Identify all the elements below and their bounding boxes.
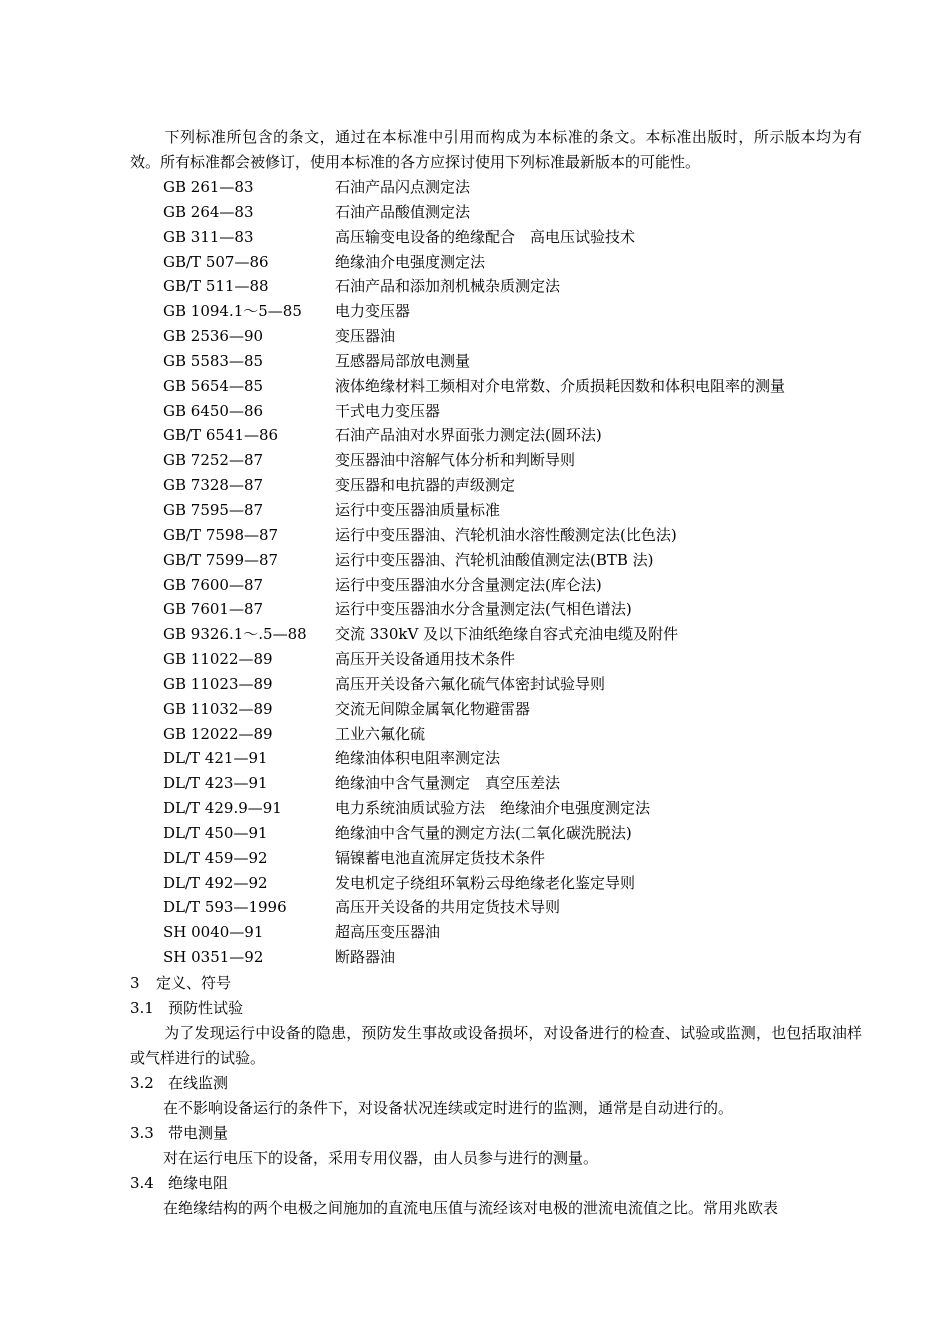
reference-title: 交流 330kV 及以下油纸绝缘自容式充油电缆及附件 xyxy=(335,625,679,644)
reference-code: GB/T 507—86 xyxy=(163,252,269,271)
reference-title: 运行中变压器油水分含量测定法(库仑法) xyxy=(335,575,602,594)
reference-code: GB 11022—89 xyxy=(163,650,273,669)
reference-code: DL/T 429.9—91 xyxy=(163,799,282,818)
reference-title: 高压开关设备的共用定货技术导则 xyxy=(335,898,561,917)
reference-title: 工业六氟化硫 xyxy=(335,724,426,743)
subsection-paragraph: 对在运行电压下的设备，采用专用仪器，由人员参与进行的测量。 xyxy=(163,1149,599,1167)
reference-code: GB 7601—87 xyxy=(163,600,264,619)
reference-title: 绝缘油中含气量的测定方法(二氧化碳洗脱法) xyxy=(335,823,632,842)
reference-title: 变压器油中溶解气体分析和判断导则 xyxy=(335,451,576,470)
subsection-title: 在线监测 xyxy=(168,1074,229,1092)
subsection-number: 3.1 xyxy=(130,999,154,1017)
reference-code: GB 9326.1～.5—88 xyxy=(163,625,307,644)
reference-code: GB 6450—86 xyxy=(163,401,264,420)
subsection-paragraph: 在绝缘结构的两个电极之间施加的直流电压值与流经该对电极的泄流电流值之比。常用兆欧表 xyxy=(163,1199,779,1217)
subsection-heading xyxy=(130,1171,228,1195)
reference-code: GB 1094.1～5—85 xyxy=(163,302,302,321)
reference-code: GB/T 6541—86 xyxy=(163,426,279,445)
reference-code: GB/T 7599—87 xyxy=(163,550,279,569)
section-heading xyxy=(130,971,231,995)
section-title: 定义、符号 xyxy=(156,974,232,992)
reference-code: GB 261—83 xyxy=(163,178,254,196)
section-number: 3 xyxy=(130,974,140,992)
reference-code: SH 0040—91 xyxy=(163,923,264,942)
reference-title: 变压器和电抗器的声级测定 xyxy=(335,476,516,495)
reference-code: GB 11023—89 xyxy=(163,674,273,693)
reference-title: 绝缘油体积电阻率测定法 xyxy=(335,749,501,768)
subsection-number: 3.4 xyxy=(130,1174,154,1192)
reference-code: GB 311—83 xyxy=(163,227,254,246)
reference-code: DL/T 459—92 xyxy=(163,848,268,867)
reference-code: SH 0351—92 xyxy=(163,948,264,967)
reference-code: DL/T 492—92 xyxy=(163,873,268,892)
reference-title: 运行中变压器油水分含量测定法(气相色谱法) xyxy=(335,600,632,619)
reference-title: 交流无间隙金属氧化物避雷器 xyxy=(335,699,531,718)
reference-code: GB/T 511—88 xyxy=(163,277,269,296)
reference-title: 石油产品闪点测定法 xyxy=(335,178,471,196)
reference-code: GB 5654—85 xyxy=(163,376,264,395)
reference-code: DL/T 450—91 xyxy=(163,823,268,842)
reference-code: GB 7252—87 xyxy=(163,451,264,470)
reference-title: 绝缘油介电强度测定法 xyxy=(335,252,486,271)
subsection-title: 绝缘电阻 xyxy=(168,1174,229,1192)
reference-title: 石油产品和添加剂机械杂质测定法 xyxy=(335,277,561,296)
subsection-number: 3.2 xyxy=(130,1074,154,1092)
reference-title: 互感器局部放电测量 xyxy=(335,351,471,370)
reference-title: 高压开关设备通用技术条件 xyxy=(335,650,516,669)
reference-code: GB 5583—85 xyxy=(163,351,264,370)
subsection-paragraph xyxy=(130,1021,862,1071)
reference-code: DL/T 421—91 xyxy=(163,749,268,768)
reference-code: DL/T 423—91 xyxy=(163,774,268,793)
reference-code: GB/T 7598—87 xyxy=(163,525,279,544)
reference-title: 运行中变压器油、汽轮机油酸值测定法(BTB 法) xyxy=(335,550,654,569)
reference-title: 运行中变压器油、汽轮机油水溶性酸测定法(比色法) xyxy=(335,525,677,544)
reference-title: 石油产品油对水界面张力测定法(圆环法) xyxy=(335,426,602,445)
reference-title: 电力变压器 xyxy=(335,302,411,321)
reference-title: 超高压变压器油 xyxy=(335,923,441,942)
intro-paragraph xyxy=(130,125,862,175)
reference-title: 镉镍蓄电池直流屏定货技术条件 xyxy=(335,848,546,867)
reference-title: 石油产品酸值测定法 xyxy=(335,202,471,221)
subsection-title: 预防性试验 xyxy=(168,999,244,1017)
reference-title: 运行中变压器油质量标准 xyxy=(335,500,501,519)
reference-code: GB 264—83 xyxy=(163,202,254,221)
reference-title: 干式电力变压器 xyxy=(335,401,441,420)
reference-code: GB 12022—89 xyxy=(163,724,273,743)
reference-code: DL/T 593—1996 xyxy=(163,898,287,917)
subsection-heading xyxy=(130,996,243,1020)
reference-code: GB 7595—87 xyxy=(163,500,264,519)
reference-title: 电力系统油质试验方法 绝缘油介电强度测定法 xyxy=(335,799,651,818)
reference-title: 高压开关设备六氟化硫气体密封试验导则 xyxy=(335,674,606,693)
intro-text: 下列标准所包含的条文，通过在本标准中引用而构成为本标准的条文。本标准出版时，所示版本均为有效。所有标准都会被修订，使用本标准的各方应探讨使用下列标准最新版本的可能性。 xyxy=(130,128,862,171)
reference-title: 高压输变电设备的绝缘配合 高电压试验技术 xyxy=(335,227,636,246)
reference-code: GB 11032—89 xyxy=(163,699,273,718)
subsection-title: 带电测量 xyxy=(168,1124,229,1142)
reference-title: 变压器油 xyxy=(335,327,396,346)
reference-title: 液体绝缘材料工频相对介电常数、介质损耗因数和体积电阻率的测量 xyxy=(335,376,786,395)
paragraph-text: 为了发现运行中设备的隐患，预防发生事故或设备损坏，对设备进行的检查、试验或监测，也包括取油样或气样进行的试验。 xyxy=(130,1024,862,1067)
reference-code: GB 7328—87 xyxy=(163,476,264,495)
subsection-heading xyxy=(130,1121,228,1145)
subsection-number: 3.3 xyxy=(130,1124,154,1142)
reference-code: GB 7600—87 xyxy=(163,575,264,594)
subsection-paragraph: 在不影响设备运行的条件下，对设备状况连续或定时进行的监测，通常是自动进行的。 xyxy=(163,1099,734,1117)
reference-code: GB 2536—90 xyxy=(163,327,264,346)
reference-title: 绝缘油中含气量测定 真空压差法 xyxy=(335,774,561,793)
subsection-heading xyxy=(130,1071,228,1095)
reference-title: 断路器油 xyxy=(335,948,396,967)
reference-title: 发电机定子绕组环氧粉云母绝缘老化鉴定导则 xyxy=(335,873,636,892)
